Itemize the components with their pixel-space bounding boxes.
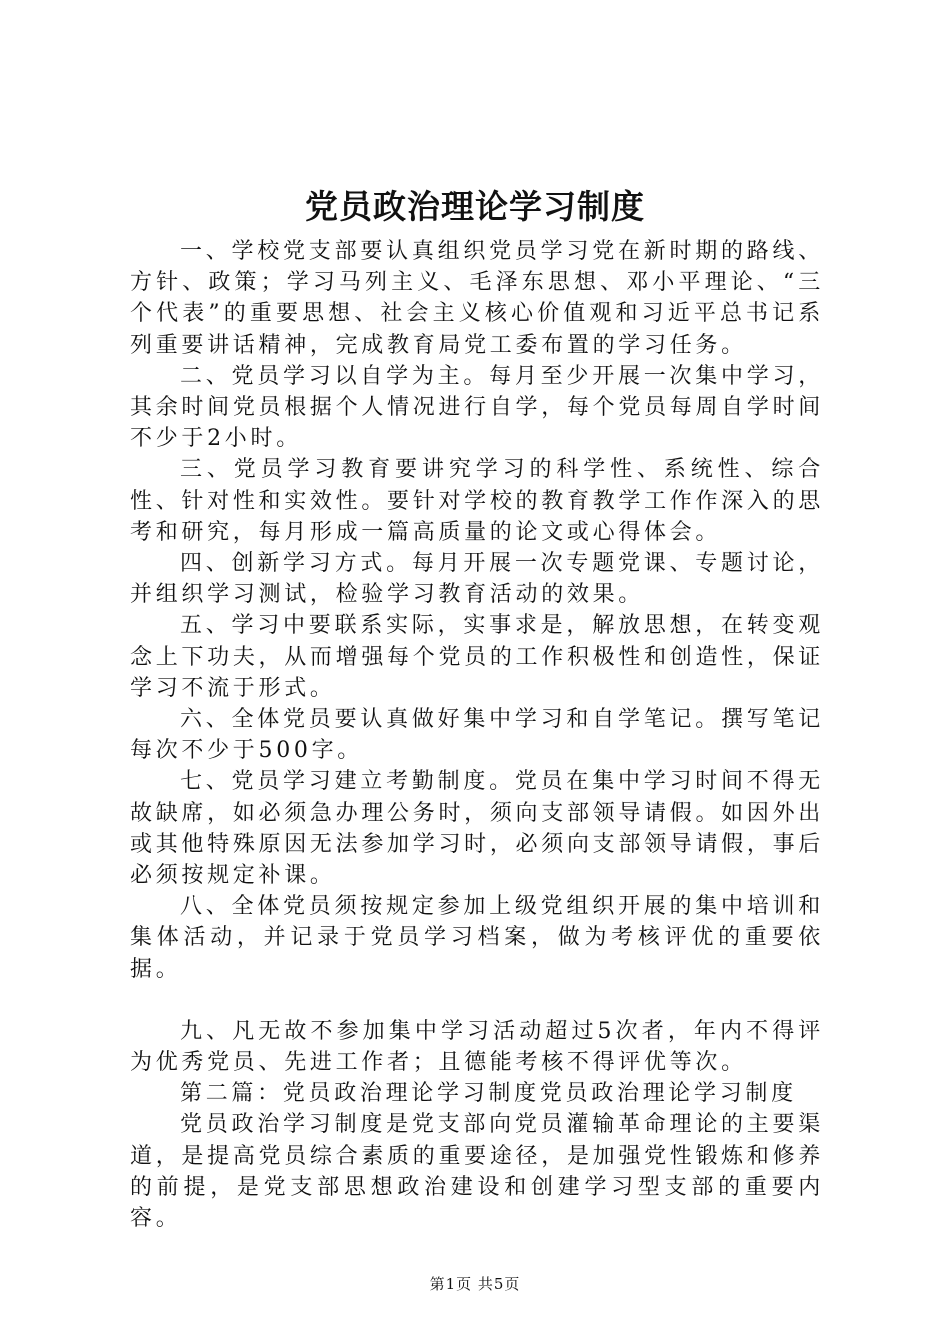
paragraph-4: 四、创新学习方式。每月开展一次专题党课、专题讨论，并组织学习测试，检验学习教育活动的效果。 [130,551,824,608]
paragraph-2: 二、党员学习以自学为主。每月至少开展一次集中学习，其余时间党员根据个人情况进行自学，每个党员每周自学时间不少于2小时。 [130,363,824,452]
page-number-footer: 第1页 共5页 [429,1275,521,1293]
paragraph-5: 五、学习中要联系实际，实事求是，解放思想，在转变观念上下功夫，从而增强每个党员的工作积极性和创造性，保证学习不流于形式。 [130,613,824,701]
document-title: 党员政治理论学习制度 [305,187,645,226]
document-body [130,236,824,1234]
paragraph-8: 八、全体党员须按规定参加上级党组织开展的集中培训和集体活动，并记录于党员学习档案，做为考核评优的重要依据。 [130,894,824,982]
paragraph-9: 九、凡无故不参加集中学习活动超过5次者，年内不得评为优秀党员、先进工作者；且德能考核不得评优等次。 [130,1018,824,1076]
paragraph-6: 六、全体党员要认真做好集中学习和自学笔记。撰写笔记每次不少于500字。 [130,707,824,764]
section-heading-part-two: 第二篇：党员政治理论学习制度党员政治理论学习制度 [180,1081,797,1107]
paragraph-part-two-intro: 党员政治学习制度是党支部向党员灌输革命理论的主要渠道，是提高党员综合素质的重要途径，是加强党性锻炼和修养的前提，是党支部思想政治建设和创建学习型支部的重要内容。 [130,1112,824,1232]
paragraph-1: 一、学校党支部要认真组织党员学习党在新时期的路线、方针、政策；学习马列主义、毛泽东思想、邓小平理论、“三个代表”的重要思想、社会主义核心价值观和习近平总书记系列重要讲话精神，完成教育局党工委布置的学习任务。 [130,239,824,358]
paragraph-3: 三、党员学习教育要讲究学习的科学性、系统性、综合性、针对性和实效性。要针对学校的教育教学工作作深入的思考和研究，每月形成一篇高质量的论文或心得体会。 [130,457,824,545]
paragraph-7: 七、党员学习建立考勤制度。党员在集中学习时间不得无故缺席，如必须急办理公务时，须向支部领导请假。如因外出或其他特殊原因无法参加学习时，必须向支部领导请假，事后必须按规定补课。 [130,769,824,889]
